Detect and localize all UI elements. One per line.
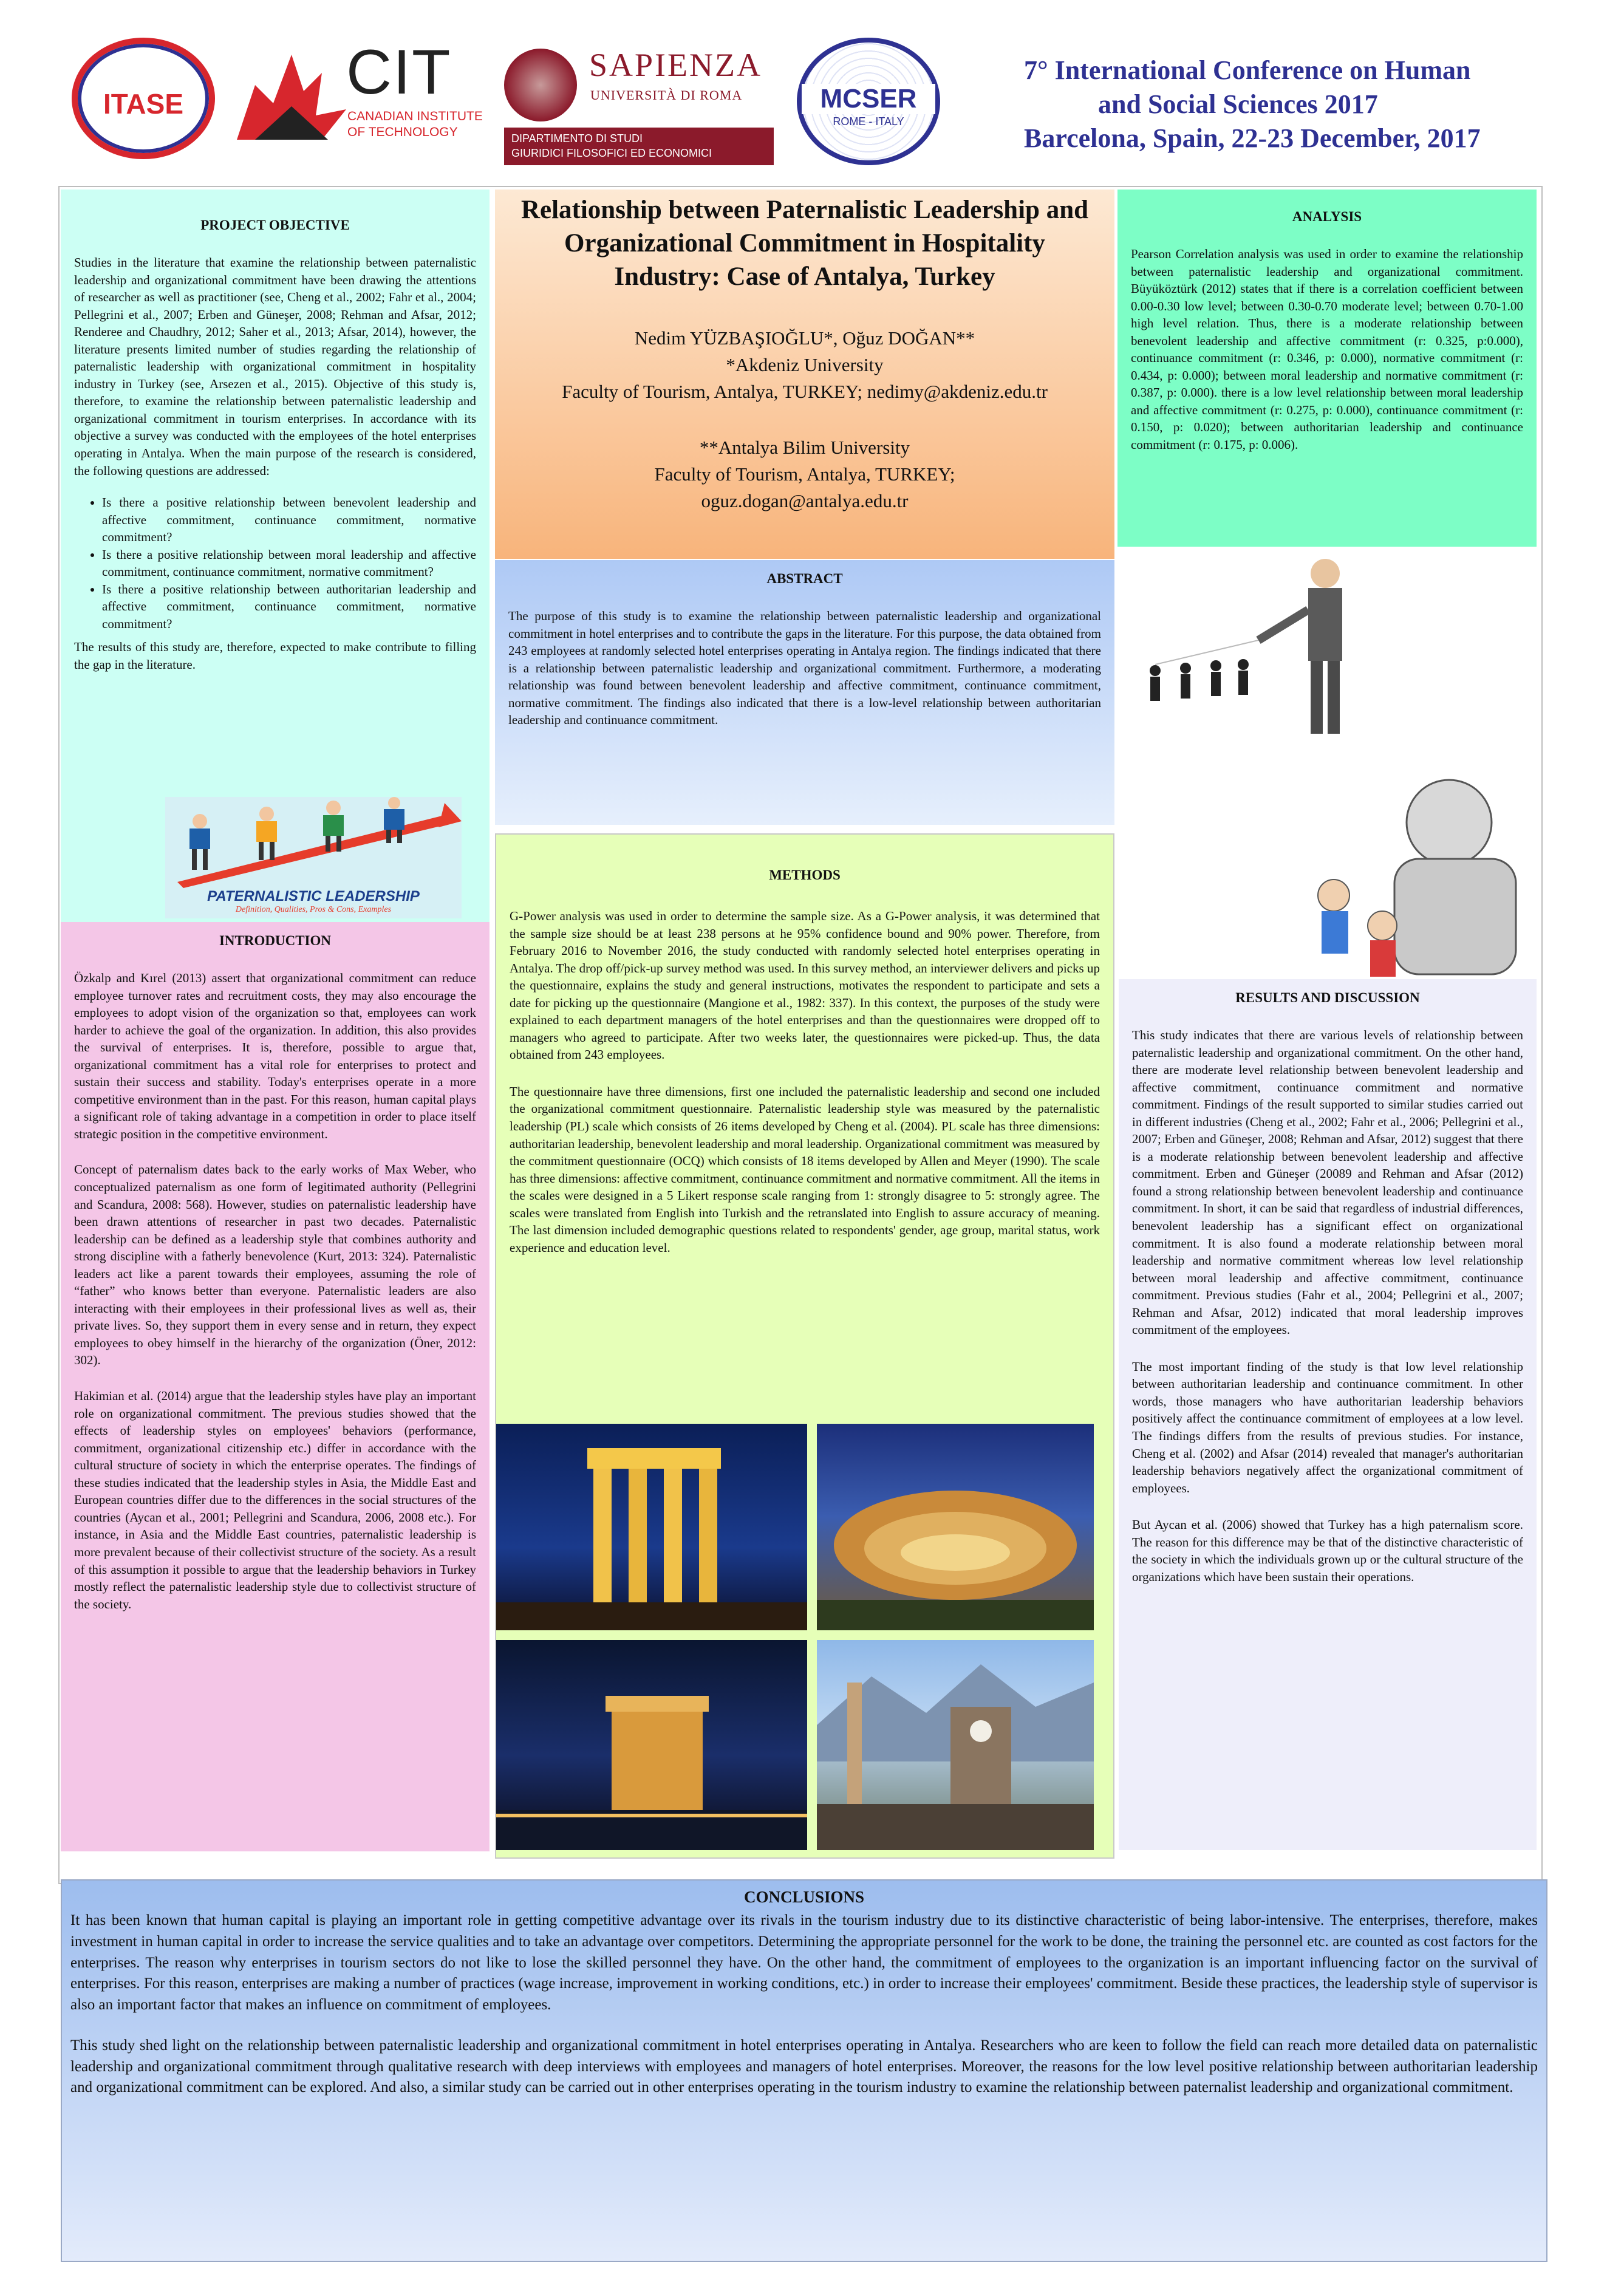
- temple-columns-icon: [496, 1424, 807, 1630]
- affiliation1-line1: *Akdeniz University: [726, 354, 884, 376]
- cit-logo-sub2: OF TECHNOLOGY: [347, 125, 458, 139]
- sapienza-dept-bar: [504, 128, 774, 165]
- introduction-para2: Concept of paternalism dates back to the early works of Max Weber, who conceptualized paternalism as one form of legitimated authority (Pellegrini and Scandura, 2008: 568). However, studies on paternalistic leadership have been drawn attentions of researcher in past two decades. Paternalistic leadership can be defined as a leadership style that combines authority and strong discipline with a fatherly benevolence (Kurt, 2013: 324). Paternalistic leaders act like a parent towards their employees, assuming the role of “father” who knows better than everyone. Paternalistic leaders are also interacting with their employees in their professional lives as well as, their private lives. So, they support them in every sense and in return, they expect employees to obey himself in the hierarchy of the organization (Öner, 2012: 302).: [74, 1162, 476, 1368]
- sapienza-sub: UNIVERSITÀ DI ROMA: [590, 87, 743, 103]
- sapienza-logo: [504, 38, 777, 159]
- authors: Nedim YÜZBAŞIOĞLU*, Oğuz DOĞAN**: [634, 327, 975, 349]
- conference-line3: Barcelona, Spain, 22-23 December, 2017: [1024, 123, 1481, 153]
- project-objective-panel: [61, 190, 490, 922]
- results-title: RESULTS AND DISCUSSION: [1235, 990, 1420, 1005]
- amphitheatre-icon: [817, 1424, 1094, 1630]
- conclusions-panel: [61, 1879, 1547, 2262]
- conclusions-para1: It has been known that human capital is playing an important role in getting competitive advantage over its rivals in the tourism industry due to its distinctive characteristic of being labor-intensive. The enterprises, therefore, makes investment in human capital in order to increase the service qualities and to take an advantage over competitors. Determining the appropriate personnel for the work to be done, the training the personnel etc. are counted as cost factors for the enterprises. The reason why enterprises in tourism sectors do not like to lose the skilled personnel they have. On the other hand, the commitment of employees to the organization is an important influencing factor on the survival of enterprises. For this reason, enterprises are making a number of practices (wage increase, improvement in working conditions, etc.) in order to increase their employees' commitment. Beside these practices, the leadership style of supervisor is also an important factor that makes an influence on commitment of employees.: [70, 1912, 1538, 2013]
- project-objective-title: PROJECT OBJECTIVE: [200, 217, 350, 233]
- conclusions-para2: This study shed light on the relationship between paternalistic leadership and organizational commitment in hotel enterprises operating in Antalya. Researchers who are keen to follow the field can reach more detailed data on paternalistic leadership and organizational commitment through qualitative research with deep interviews with employees and managers of hotel enterprises. Moreover, the reasons for the low level positive relationship between authoritarian leadership and organizational commitment can be explored. And also, a similar study can be carried out in other enterprises operating in the tourism industry to examine the relationship between paternalist leadership and organizational commitment.: [70, 2037, 1538, 2096]
- research-questions-list: [74, 494, 476, 632]
- temple-columns-photo: [496, 1424, 807, 1630]
- tower-icon: [496, 1640, 807, 1850]
- businessman-illustration: [1119, 549, 1390, 756]
- affiliation2-line3: oguz.dogan@antalya.edu.tr: [701, 490, 909, 512]
- conference-line1: 7° International Conference on Human: [1024, 55, 1471, 85]
- sapienza-dept1: DIPARTIMENTO DI STUDI: [511, 132, 643, 145]
- conclusions-title: CONCLUSIONS: [743, 1888, 865, 1906]
- analysis-text: Pearson Correlation analysis was used in order to examine the relationship between paternalistic leadership and organizational commitment. Büyüköztürk (2012) states that if there is a correlation coefficient between 0.00-0.30 low level; between 0.30-0.70 moderate level; between 0.70-1.00 high level relation. Thus, there is a moderate relationship between benevolent leadership and affective commitment (r: 0.325, p:0.000), continuance commitment (r: 0.346, p: 0.000), normative commitment (r: 0.434, p: 0.000); between moral leadership and normative commitment (r: 0.387, p: 0.000). there is a low level relationship between moral leadership and affective commitment (r: 0.275, p: 0.000), continuance commitment (r: 0.150, p: 0.020); between authoritarian leadership and continuance commitment (r: 0.175, p: 0.006).: [1131, 247, 1523, 453]
- itase-logo: [72, 38, 215, 159]
- cit-logo-text: CIT: [346, 37, 452, 108]
- sapienza-dept2: GIURIDICI FILOSOFICI ED ECONOMICI: [511, 147, 712, 159]
- analysis-panel: [1117, 190, 1537, 547]
- affiliation2-line2: Faculty of Tourism, Antalya, TURKEY;: [654, 463, 955, 485]
- sapienza-seal-icon: [504, 49, 577, 121]
- leader-with-puppets-icon: [1119, 549, 1390, 756]
- research-question-1: • Is there a positive relationship between benevolent leadership and affective commitment, continuance commitment, normative commitment?: [102, 494, 476, 546]
- climbing-people-icon: [165, 797, 462, 888]
- introduction-para3: Hakimian et al. (2014) argue that the leadership styles have play an important role on organizational commitment. The previous studies showed that the effects of leadership styles on employees' behaviors (performance, commitment, organizational citizenship etc.) differ in accordance with the cultural structure of society in which the enterprise operates. The findings of these studies indicated that the leadership styles in Asia, the Middle East and European countries differ due to the differences in the social structures of the countries (Aycan et al., 2001; Pellegrini and Scandura, 2006, 2008 etc.). For instance, in Asia and the Middle East countries, paternalistic leadership is more prevalent because of their collectivist structure of the society. As a result of this assumption it possible to argue that the leadership behaviors in Turkey mostly reflect the paternalistic leadership style due to collectivist structure of the society.: [74, 1389, 476, 1611]
- results-para1: This study indicates that there are various levels of relationship between paternalistic leadership and organizational commitment. On the other hand, there are moderate level relationship between benevolent leadership and affective commitment, continuance commitment and normative commitment. Findings of the result supported to similar studies carried out in different industries (Cheng et al., 2002; Fahr et al., 2006; Pellegrini et al., 2007; Erben and Güneşer, 2008; Rehman and Afsar, 2012) suggest that there is a moderate relationship between benevolent leadership and affective commitment. Erben and Güneşer (20089 and Rehman and Afsar (2012) found a strong relationship between benevolent leadership and continuance commitment. In short, it can be said that regardless of industrial differences, benevolent leadership has a significant effect on organizational commitment. It is also found a moderate relationship between moral leadership and normative commitment whereas low level relationship between moral leadership and affective commitment, continuance commitment. Previous studies (Fahr et al., 2004; Pellegrini et al., 2007; Rehman and Afsar, 2012) indicated that moral leadership improves commitment of the employees.: [1132, 1028, 1523, 1338]
- abstract-title: ABSTRACT: [766, 571, 843, 586]
- project-objective-para2: The results of this study are, therefore, expected to make contribute to filling the gap in the literature.: [74, 640, 476, 672]
- maple-leaf-icon: [231, 49, 352, 152]
- mcser-logo: [797, 38, 940, 165]
- cit-logo-sub1: CANADIAN INSTITUTE: [347, 109, 483, 123]
- research-question-3: • Is there a positive relationship between authoritarian leadership and affective commitment, continuance commitment, normative commitment?: [102, 581, 476, 633]
- abstract-text: The purpose of this study is to examine the relationship between paternalistic leadership and organizational commitment in hotel enterprises and to contribute the gaps in the literature. For this purpose, the data obtained from 243 employees at randomly selected hotel enterprises operating in Antalya region. The findings indicated that there is a relationship between paternalistic leadership and organizational commitment. Furthermore, a moderating relationship was found between benevolent leadership and affective commitment, continuance commitment, normative commitment. The findings also indicated that there is a low-level relationship between authoritarian leadership and continuance commitment.: [508, 609, 1101, 728]
- project-objective-para1: Studies in the literature that examine the relationship between paternalistic leadership and organizational commitment have been drawing the attentions of researcher as well as practitioner (see, Cheng et al., 2002; Fahr et al., 2004; Pellegrini et al., 2007; Erben and Güneşer, 2008; Rehman and Afsar, 2012; Renderee and Chaudhry, 2012; Saher et al., 2013; Afsar, 2014), however, the literature presents limited number of studies regarding the relationship of paternalistic leadership with organizational commitment in hospitality industry in Turkey (see, Arsezen et al., 2015). Objective of this study is, therefore, to examine the relationship between paternalistic leadership and organizational commitment in tourism enterprises. In accordance with its objective a survey was conducted with the employees of the hotel enterprises operating in Antalya. When the main purpose of the research is considered, the following questions are addressed:: [74, 255, 476, 478]
- analysis-title: ANALYSIS: [1292, 209, 1362, 224]
- amphitheatre-photo: [817, 1424, 1094, 1630]
- itase-logo-text: ITASE: [103, 88, 184, 120]
- results-para2: The most important finding of the study is that low level relationship between authoritarian leadership and continuance commitment. In other words, those managers who have authoritarian leadership behaviors positively affect the continuance commitment of employees at a low level. The findings differs from the results of previous studies. For instance, Cheng et al. (2002) and Afsar (2014) revealed that manager's authoritarian leadership behaviors negatively affect the organizational commitment of employees.: [1132, 1359, 1523, 1495]
- cartoon-illustration: [1297, 756, 1540, 986]
- introduction-para1: Özkalp and Kırel (2013) assert that organizational commitment can reduce employee turnover rates and recruitment costs, they may also encourage the employees to adopt vision of the organization so that, employees can work harder to achieve the goal of the organization. In addition, this also provides the survival of enterprises. It is, therefore, possible to argue that, organizational commitment has a vital role for enterprises to protect and sustain their success and stability. Today's enterprises operate in a more competitive environment than in the past. For this reason, human capital plays a significant role of taking advantage in a competition in order to place itself strategic position in the competitive environment.: [74, 971, 476, 1141]
- clock-tower-photo: [817, 1640, 1094, 1850]
- header: [0, 0, 1607, 182]
- title-box: [495, 190, 1114, 559]
- paternalistic-leadership-image: [165, 797, 462, 918]
- abstract-panel: [495, 560, 1114, 825]
- results-para3: But Aycan et al. (2006) showed that Turkey has a high paternalism score. The reason for this difference may be that of the distinctive characteristic of the society in which the individuals grown up or the cultural structure of the organizations which have been sustain their operations.: [1132, 1517, 1523, 1584]
- mcser-logo-text: MCSER: [802, 84, 935, 114]
- methods-para1: G-Power analysis was used in order to determine the sample size. As a G-Power analysis, it was determined that the sample size should be at least 238 persons at he 95% confidence bound and 90% power. Therefore, from February 2016 to November 2016, the study conducted with randomly selected hotel enterprises operating in Antalya. The drop off/pick-up survey method was used. In this survey method, an interviewer delivers and picks up the questionnaire, explains the study and general instructions, motivates the respondent to participate and sets a date for picking up the questionnaire (Mangione et al., 1982: 337). In this context, the purposes of the study were explained to each department managers of the hotel enterprises and than the questionnaires were dropped off to managers who agreed to participate. After two weeks later, the questionnaires were picked-up. Thus, the data obtained from 243 employees.: [510, 909, 1100, 1062]
- paternalistic-image-caption: PATERNALISTIC LEADERSHIP: [207, 888, 420, 904]
- methods-para2: The questionnaire have three dimensions, first one included the paternalistic leadership and second one included the organizational commitment questionnaire. Paternalistic leadership style was measured by the paternalistic leadership (PL) scale which consists of 26 items developed by Cheng et al. (2004). PL scale has three dimensions: authoritarian leadership, benevolent leadership and moral leadership. Organizational commitment was measured by the commitment questionnaire (OCQ) which consists of 18 items developed by Allen and Meyer (1990). The scale has three dimensions: affective commitment, continuance commitment and normative commitment. All the items in the scales were designed in a 5 Likert response scale ranging from 1: strongly disagree to 5: strongly agree. The scales were translated from English into Turkish and the retranslated into English to assure accuracy of meaning. The last dimension included demographic questions related to respondents' gender, age group, marital status, work experience and education level.: [510, 1084, 1100, 1255]
- introduction-title: INTRODUCTION: [219, 933, 332, 948]
- tower-photo: [496, 1640, 807, 1850]
- sapienza-name: SAPIENZA: [589, 47, 763, 83]
- cit-logo: [231, 37, 498, 164]
- results-panel: [1119, 979, 1537, 1850]
- paternalistic-image-subcaption: Definition, Qualities, Pros & Cons, Examples: [235, 905, 392, 914]
- conference-line2: and Social Sciences 2017: [1098, 89, 1378, 119]
- poster-title: Relationship between Paternalistic Leadership and Organizational Commitment in Hospitality Industry: Case of Antalya, Turkey: [520, 196, 1089, 292]
- father-figure-icon: [1297, 756, 1540, 986]
- clock-tower-icon: [817, 1640, 1094, 1850]
- methods-title: METHODS: [769, 867, 841, 883]
- affiliation1-line2: Faculty of Tourism, Antalya, TURKEY; nedimy@akdeniz.edu.tr: [562, 381, 1048, 403]
- affiliation2-line1: **Antalya Bilim University: [699, 437, 910, 459]
- methods-panel: [495, 833, 1114, 1859]
- research-question-2: • Is there a positive relationship between moral leadership and affective commitment, continuance commitment, normative commitment?: [102, 546, 476, 581]
- mcser-logo-sub: ROME - ITALY: [833, 115, 904, 128]
- introduction-panel: [61, 922, 490, 1851]
